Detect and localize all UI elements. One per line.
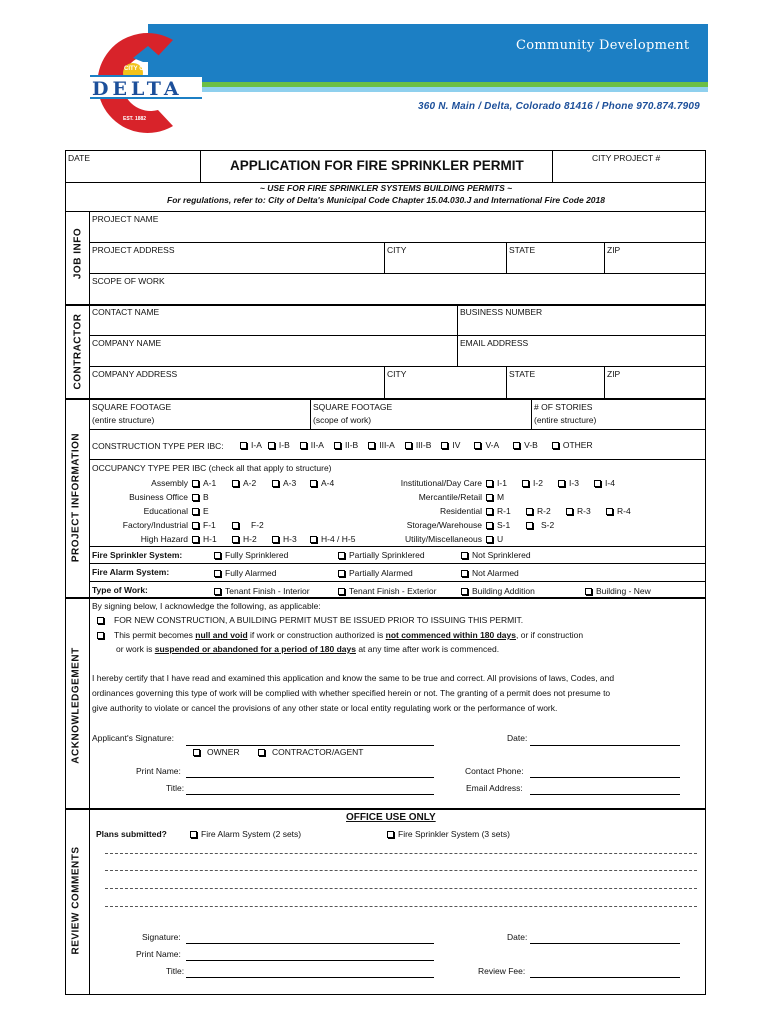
- occ-assembly-label: Assembly: [151, 478, 188, 488]
- office-use-heading: OFFICE USE ONLY: [346, 812, 436, 823]
- checkbox[interactable]: [192, 494, 199, 501]
- checkbox[interactable]: [338, 570, 345, 577]
- checkbox[interactable]: [272, 480, 279, 487]
- alarm-fully: Fully Alarmed: [214, 568, 277, 578]
- occ-res-label: Residential: [439, 506, 482, 516]
- checkbox[interactable]: [368, 442, 375, 449]
- occ-i3: I-3: [558, 478, 579, 488]
- occ-inst-label: Institutional/Day Care: [400, 478, 482, 488]
- owner-option: OWNER: [193, 747, 240, 757]
- ack-item-2: This permit becomes null and void if work or construction authorized is not commenced within 180 days, or if construction: [97, 630, 583, 640]
- ack-email-label: Email Address:: [466, 783, 523, 793]
- checkbox[interactable]: [594, 480, 601, 487]
- checkbox[interactable]: [310, 480, 317, 487]
- occ-u: U: [486, 534, 503, 544]
- checkbox[interactable]: [192, 536, 199, 543]
- alarm-partially: Partially Alarmed: [338, 568, 413, 578]
- business-number-field[interactable]: BUSINESS NUMBER: [460, 307, 543, 317]
- sqft-scope-sub: (scope of work): [313, 415, 372, 425]
- sprinkler-label: Fire Sprinkler System:: [92, 550, 183, 560]
- checkbox[interactable]: [474, 442, 481, 449]
- city-project-label: CITY PROJECT #: [592, 153, 661, 163]
- instructions: [66, 183, 706, 206]
- occ-factory-label: Factory/Industrial: [122, 520, 188, 530]
- ack-date-label: Date:: [507, 733, 528, 743]
- project-name-field[interactable]: PROJECT NAME: [92, 214, 159, 224]
- occ-a1: A-1: [192, 478, 216, 488]
- contractor-agent-option: CONTRACTOR/AGENT: [258, 747, 363, 757]
- occ-r3: R-3: [566, 506, 591, 516]
- occ-e: E: [192, 506, 209, 516]
- header-banner: [148, 24, 708, 82]
- checkbox[interactable]: [606, 508, 613, 515]
- checkbox[interactable]: [461, 570, 468, 577]
- form-title: APPLICATION FOR FIRE SPRINKLER PERMIT: [230, 158, 524, 173]
- occ-i4: I-4: [594, 478, 615, 488]
- certify-line-2: ordinances governing this type of work will be complied with whether specified herein or not. The granting of a permit does not presume to: [92, 688, 611, 698]
- section-contractor: CONTRACTOR: [72, 313, 84, 390]
- construction-type-iii-b[interactable]: III-B: [405, 440, 432, 450]
- construction-type-options: [240, 440, 607, 450]
- section-job-info: JOB INFO: [72, 227, 84, 280]
- checkbox[interactable]: [522, 480, 529, 487]
- checkbox[interactable]: [486, 508, 493, 515]
- checkbox[interactable]: [97, 632, 104, 639]
- company-name-field[interactable]: COMPANY NAME: [92, 338, 162, 348]
- office-print-name-line[interactable]: [186, 960, 434, 961]
- checkbox[interactable]: [300, 442, 307, 449]
- occ-f1: F-1: [192, 520, 216, 530]
- checkbox[interactable]: [405, 442, 412, 449]
- checkbox[interactable]: [258, 749, 265, 756]
- plans-submitted-label: Plans submitted?: [96, 829, 167, 839]
- occ-r4: R-4: [606, 506, 631, 516]
- alarm-label: Fire Alarm System:: [92, 567, 170, 577]
- ack-print-name-label: Print Name:: [136, 766, 181, 776]
- sprinkler-partially: Partially Sprinklered: [338, 550, 425, 560]
- checkbox[interactable]: [461, 552, 468, 559]
- construction-type-i-a[interactable]: I-A: [240, 440, 262, 450]
- construction-type-iv[interactable]: IV: [441, 440, 460, 450]
- checkbox[interactable]: [486, 522, 493, 529]
- review-fee-line[interactable]: [530, 977, 680, 978]
- checkbox[interactable]: [272, 536, 279, 543]
- checkbox[interactable]: [334, 442, 341, 449]
- checkbox[interactable]: [214, 552, 221, 559]
- certify-line-3: give authority to violate or cancel the provisions of any other state or local entity regulating work or the performance of work.: [92, 703, 558, 713]
- occ-h45: H-4 / H-5: [310, 534, 355, 544]
- construction-type-ii-a[interactable]: II-A: [300, 440, 324, 450]
- occ-a4: A-4: [310, 478, 334, 488]
- comment-line[interactable]: [105, 853, 697, 854]
- comment-line[interactable]: [105, 888, 697, 889]
- checkbox[interactable]: [232, 522, 239, 529]
- review-fee-label: Review Fee:: [478, 966, 526, 976]
- section-review-comments: REVIEW COMMENTS: [70, 846, 82, 955]
- project-address-field[interactable]: PROJECT ADDRESS: [92, 245, 175, 255]
- job-state-field[interactable]: STATE: [509, 245, 536, 255]
- construction-type-iii-a[interactable]: III-A: [368, 440, 395, 450]
- office-date-label: Date:: [507, 932, 528, 942]
- construction-type-i-b[interactable]: I-B: [268, 440, 290, 450]
- comment-line[interactable]: [105, 870, 697, 871]
- checkbox[interactable]: [193, 749, 200, 756]
- work-new: Building - New: [585, 586, 651, 596]
- org-title: Community Development: [516, 38, 690, 53]
- work-tenant-exterior: Tenant Finish - Exterior: [338, 586, 436, 596]
- occ-util-label: Utility/Miscellaneous: [405, 534, 482, 544]
- org-address: 360 N. Main / Delta, Colorado 81416 / Phone 970.874.7909: [418, 101, 700, 112]
- scope-field[interactable]: SCOPE OF WORK: [92, 276, 165, 286]
- comment-line[interactable]: [105, 906, 697, 907]
- occ-h3: H-3: [272, 534, 297, 544]
- office-date-line[interactable]: [530, 943, 680, 944]
- ack-title-label: Title:: [166, 783, 185, 793]
- contact-name-field[interactable]: CONTACT NAME: [92, 307, 160, 317]
- checkbox[interactable]: [192, 480, 199, 487]
- occ-r1: R-1: [486, 506, 511, 516]
- checkbox[interactable]: [387, 831, 394, 838]
- plans-fire-alarm: Fire Alarm System (2 sets): [190, 829, 301, 839]
- checkbox[interactable]: [97, 617, 104, 624]
- occ-s2: S-2: [526, 520, 554, 530]
- checkbox[interactable]: [192, 508, 199, 515]
- checkbox[interactable]: [558, 480, 565, 487]
- stories-sub: (entire structure): [534, 415, 597, 425]
- sqft-entire-sub: (entire structure): [92, 415, 155, 425]
- occupancy-label: OCCUPANCY TYPE PER IBC (check all that apply to structure): [92, 463, 332, 473]
- contractor-state-field[interactable]: STATE: [509, 369, 536, 379]
- checkbox[interactable]: [310, 536, 317, 543]
- checkbox[interactable]: [526, 508, 533, 515]
- ack-title-line[interactable]: [186, 794, 434, 795]
- office-signature-line[interactable]: [186, 943, 434, 944]
- occ-educational-label: Educational: [143, 506, 188, 516]
- occ-business-label: Business Office: [129, 492, 188, 502]
- stories-label[interactable]: # OF STORIES: [534, 402, 593, 412]
- checkbox[interactable]: [268, 442, 275, 449]
- logo-est: EST. 1882: [123, 116, 147, 122]
- use-for-text: ~ USE FOR FIRE SPRINKLER SYSTEMS BUILDING PERMITS ~: [259, 183, 513, 193]
- occ-r2: R-2: [526, 506, 551, 516]
- ack-intro: By signing below, I acknowledge the following, as applicable:: [92, 601, 321, 611]
- occ-f2: F-2: [232, 520, 264, 530]
- checkbox[interactable]: [214, 570, 221, 577]
- office-signature-label: Signature:: [142, 932, 181, 942]
- checkbox[interactable]: [566, 508, 573, 515]
- contact-phone-label: Contact Phone:: [465, 766, 524, 776]
- occ-m: M: [486, 492, 504, 502]
- occ-h1: H-1: [192, 534, 217, 544]
- office-print-name-label: Print Name:: [136, 949, 181, 959]
- contractor-city-field[interactable]: CITY: [387, 369, 407, 379]
- checkbox[interactable]: [526, 522, 533, 529]
- logo-delta: DELTA: [92, 78, 183, 100]
- checkbox[interactable]: [214, 588, 221, 595]
- office-title-line[interactable]: [186, 977, 434, 978]
- checkbox[interactable]: [338, 552, 345, 559]
- email-address-field[interactable]: EMAIL ADDRESS: [460, 338, 529, 348]
- occ-h2: H-2: [232, 534, 257, 544]
- contact-phone-line[interactable]: [530, 777, 680, 778]
- contractor-zip-field[interactable]: ZIP: [607, 369, 621, 379]
- checkbox[interactable]: [486, 536, 493, 543]
- company-address-field[interactable]: COMPANY ADDRESS: [92, 369, 178, 379]
- work-type-label: Type of Work:: [92, 585, 148, 595]
- sqft-entire-label[interactable]: SQUARE FOOTAGE: [92, 402, 172, 412]
- sqft-scope-label[interactable]: SQUARE FOOTAGE: [313, 402, 393, 412]
- checkbox[interactable]: [461, 588, 468, 595]
- ack-email-line[interactable]: [530, 794, 680, 795]
- applicant-signature-line[interactable]: [186, 745, 434, 746]
- construction-type-other[interactable]: OTHER: [552, 440, 593, 450]
- regulations-text: For regulations, refer to: City of Delta's Municipal Code Chapter 15.04.030.J and International Fire Code 2018: [167, 195, 605, 205]
- date-label: DATE: [68, 153, 91, 163]
- sprinkler-not: Not Sprinklered: [461, 550, 531, 560]
- checkbox[interactable]: [192, 522, 199, 529]
- work-addition: Building Addition: [461, 586, 535, 596]
- occ-i2: I-2: [522, 478, 543, 488]
- construction-type-label: CONSTRUCTION TYPE PER IBC:: [92, 441, 224, 451]
- job-city-field[interactable]: CITY: [387, 245, 407, 255]
- checkbox[interactable]: [240, 442, 247, 449]
- occ-s1: S-1: [486, 520, 510, 530]
- header-stripe-lightblue: [148, 87, 708, 92]
- applicant-signature-label: Applicant's Signature:: [92, 733, 174, 743]
- checkbox[interactable]: [513, 442, 520, 449]
- logo-city-of: CITY OF: [124, 66, 148, 72]
- checkbox[interactable]: [486, 480, 493, 487]
- sprinkler-fully: Fully Sprinklered: [214, 550, 288, 560]
- job-zip-field[interactable]: ZIP: [607, 245, 621, 255]
- occ-a3: A-3: [272, 478, 296, 488]
- section-acknowledgement: ACKNOWLEDGEMENT: [70, 647, 82, 764]
- checkbox[interactable]: [338, 588, 345, 595]
- work-tenant-interior: Tenant Finish - Interior: [214, 586, 310, 596]
- ack-item-1: FOR NEW CONSTRUCTION, A BUILDING PERMIT MUST BE ISSUED PRIOR TO ISSUING THIS PERMIT.: [97, 615, 523, 625]
- certify-line-1: I hereby certify that I have read and examined this application and know the same to be true and correct. All provisions of laws, Codes, and: [92, 673, 615, 683]
- construction-type-v-b[interactable]: V-B: [513, 440, 538, 450]
- checkbox[interactable]: [190, 831, 197, 838]
- checkbox[interactable]: [232, 480, 239, 487]
- occ-i1: I-1: [486, 478, 507, 488]
- construction-type-ii-b[interactable]: II-B: [334, 440, 358, 450]
- checkbox[interactable]: [486, 494, 493, 501]
- ack-item-2-cont: or work is suspended or abandoned for a period of 180 days at any time after work is commenced.: [116, 644, 500, 654]
- checkbox[interactable]: [585, 588, 592, 595]
- section-project-information: PROJECT INFORMATION: [70, 432, 82, 563]
- occ-a2: A-2: [232, 478, 256, 488]
- occ-b: B: [192, 492, 209, 502]
- alarm-not: Not Alarmed: [461, 568, 519, 578]
- checkbox[interactable]: [441, 442, 448, 449]
- ack-date-line[interactable]: [530, 745, 680, 746]
- checkbox[interactable]: [552, 442, 559, 449]
- occ-storage-label: Storage/Warehouse: [406, 520, 482, 530]
- occ-merc-label: Mercantile/Retail: [418, 492, 482, 502]
- office-title-label: Title:: [166, 966, 185, 976]
- checkbox[interactable]: [232, 536, 239, 543]
- occ-hazard-label: High Hazard: [140, 534, 188, 544]
- ack-print-name-line[interactable]: [186, 777, 434, 778]
- plans-fire-sprinkler: Fire Sprinkler System (3 sets): [387, 829, 510, 839]
- construction-type-v-a[interactable]: V-A: [474, 440, 499, 450]
